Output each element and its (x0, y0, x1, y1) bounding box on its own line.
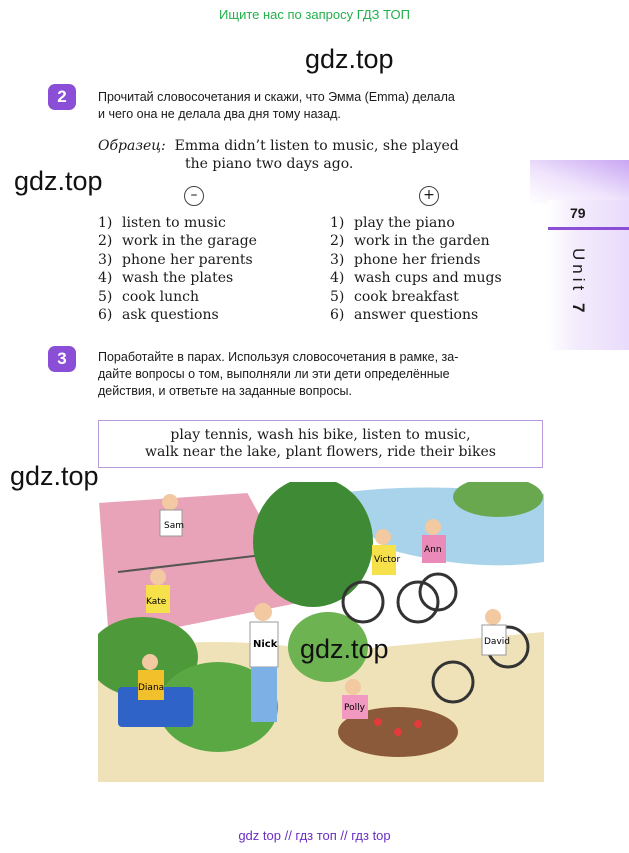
minus-sign-icon: – (184, 186, 204, 206)
list-item (330, 214, 502, 232)
exercise-2-instruction (98, 89, 544, 123)
unit-number: 7 (569, 302, 588, 317)
flower-icon (414, 720, 422, 728)
item-text: wash cups and mugs (354, 270, 502, 287)
item-text: work in the garage (122, 233, 257, 250)
item-number: 6) (330, 307, 345, 324)
item-text: ask questions (122, 307, 219, 324)
bike-wheel-icon (343, 582, 383, 622)
name-label: Polly (344, 703, 365, 713)
name-label: Nick (253, 639, 278, 650)
flower-icon (374, 718, 382, 726)
item-number: 3) (98, 251, 113, 268)
list-item (330, 306, 502, 324)
item-number: 1) (330, 215, 345, 231)
item-text: work in the garden (354, 233, 490, 250)
list-item (330, 232, 502, 250)
item-number: 4) (330, 270, 345, 287)
item-text: answer questions (354, 307, 479, 324)
frame-line: play tennis, wash his bike, listen to music, (170, 427, 471, 443)
item-number: 3) (330, 251, 345, 268)
item-text: phone her parents (122, 251, 253, 268)
item-number: 2) (330, 233, 345, 250)
negative-phrase-list (98, 214, 257, 324)
model-text: Emma didn’t listen to music, she played (174, 138, 459, 154)
flower-icon (394, 728, 402, 736)
side-tab (548, 200, 629, 350)
page-rule (548, 227, 629, 230)
page-number: 79 (570, 205, 586, 221)
item-number: 2) (98, 233, 113, 250)
list-item (330, 288, 502, 306)
item-number: 5) (98, 288, 113, 305)
name-label: Kate (146, 597, 167, 607)
top-banner[interactable]: Ищите нас по запросу ГДЗ ТОП (219, 7, 410, 22)
frame-line: walk near the lake, plant flowers, ride their bikes (145, 444, 496, 460)
exercise-3-number: 3 (48, 346, 76, 372)
name-label: Diana (138, 683, 165, 693)
item-number: 6) (98, 307, 113, 324)
list-item (330, 251, 502, 269)
watermark: gdz.top (10, 461, 99, 491)
instruction-line: Прочитай словосочетания и скажи, что Эмма (Emma) делала (98, 90, 455, 104)
unit-word: Unit (569, 248, 588, 295)
name-label: Ann (424, 545, 442, 555)
list-item (98, 232, 257, 250)
plus-sign-icon: + (419, 186, 439, 206)
exercise-3-instruction (98, 349, 544, 400)
model-example (98, 137, 544, 173)
name-label: Sam (164, 521, 184, 531)
instruction-line: и чего она не делала два дня тому назад. (98, 107, 341, 121)
item-text: wash the plates (122, 270, 234, 287)
instruction-line: дайте вопросы о том, выполняли ли эти дети определённые (98, 367, 450, 381)
list-item (98, 251, 257, 269)
list-item (98, 288, 257, 306)
tree-icon (253, 482, 373, 607)
list-item (98, 269, 257, 287)
footer-links[interactable]: gdz top // гдз топ // гдз top (238, 828, 391, 843)
item-text: listen to music (122, 215, 226, 231)
side-tab-decoration (530, 160, 629, 204)
list-item (330, 269, 502, 287)
item-number: 5) (330, 288, 345, 305)
model-text: the piano two days ago. (185, 156, 354, 172)
instruction-line: Поработайте в парах. Используя словосочетания в рамке, за- (98, 350, 459, 364)
model-label: Образец: (98, 138, 166, 154)
item-text: phone her friends (354, 251, 481, 268)
bike-wheel-icon (398, 582, 438, 622)
watermark: gdz.top (14, 166, 103, 196)
watermark: gdz.top (300, 634, 389, 664)
exercise-2-number: 2 (48, 84, 76, 110)
phrase-frame (98, 420, 543, 468)
child-david-icon (482, 609, 506, 655)
name-label: Victor (374, 555, 401, 565)
park-illustration (98, 482, 544, 782)
item-text: cook breakfast (354, 288, 459, 305)
instruction-line: действия, и ответьте на заданные вопросы. (98, 384, 353, 398)
watermark: gdz.top (305, 44, 394, 74)
list-item (98, 214, 257, 232)
item-number: 4) (98, 270, 113, 287)
name-label: David (484, 637, 510, 647)
item-text: play the piano (354, 215, 455, 231)
item-text: cook lunch (122, 288, 199, 305)
model-line (98, 137, 544, 155)
list-item (98, 306, 257, 324)
item-number: 1) (98, 215, 113, 231)
child-nick-icon (250, 603, 278, 722)
positive-phrase-list (330, 214, 502, 324)
unit-label (568, 248, 588, 316)
